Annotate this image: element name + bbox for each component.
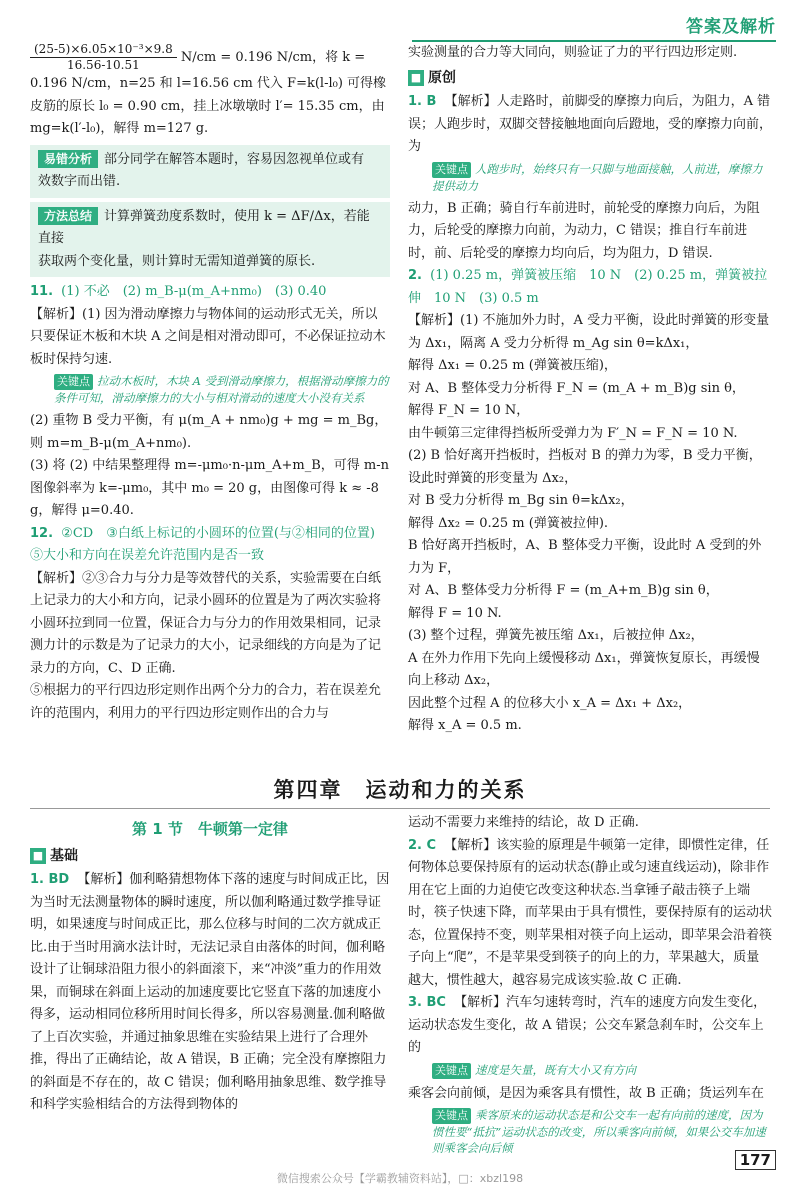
question-number: 1. B: [408, 94, 437, 109]
question-number: 2. C: [408, 837, 437, 853]
q1-explanation: 【解析】人走路时，前脚受的摩擦力向后，为阻力，A 错误；人跑步时，双脚交替接触地面向后蹬地，受的摩擦力向前，为: [408, 94, 773, 154]
q2-bottom-block: [408, 835, 772, 993]
q11-explanation: (2) 重物 B 受力平衡，有 μ(m_A + nm₀)g + mg = m_Bg，则 m=m_B-μ(m_A+nm₀).: [30, 413, 388, 451]
calc-line-rest: N/cm = 0.196 N/cm，将 k =: [180, 50, 366, 65]
text-line: 0.196 N/cm，n=25 和 l=16.56 cm 代入 F=k(l-l₀) 可得橡: [30, 76, 387, 91]
calc-line: [30, 42, 390, 73]
q2-explanation-line: (2) B 恰好离开挡板时，挡板对 B 的弹力为零，B 受力平衡，设此时弹簧的形变量为 Δx₂，: [408, 448, 762, 486]
text-line: 实验测量的合力等大同向，则验证了力的平行四边形定则.: [408, 45, 738, 60]
error-analysis-box: [30, 145, 390, 198]
question-number: 11.: [30, 284, 54, 299]
q1-block: [408, 91, 772, 159]
section-original: [408, 67, 772, 90]
q1-hint-text: 人跑步时，始终只有一只脚与地面接触，人前进，摩擦力提供动力: [432, 161, 763, 193]
q2-explanation-line: 【解析】(1) 不施加外力时，A 受力平衡，设此时弹簧的形变量为 Δx₁，隔离 A 受力分析得 m_Ag sin θ=kΔx₁，: [408, 313, 770, 351]
q3-hint-text: 乘客原来的运动状态是和公交车一起有向前的速度，因为惯性要“抵抗”运动状态的改变，所以乘客向前倾，如果公交车加速则乘客会向后倾: [432, 1108, 766, 1155]
q3-key-point-2: [432, 1107, 772, 1156]
right-column-top: [408, 42, 772, 738]
q2-explanation-line: B 恰好离开挡板时，A、B 整体受力平衡，设此时 A 受到的外力为 F，: [408, 538, 762, 576]
key-point-icon: 关键点: [432, 1108, 471, 1124]
q11-explanation: 【解析】(1) 因为滑动摩擦力与物体间的运动形式无关，所以只要保证木板和木块 A 之间是相对滑动即可，不必保证拉动木板时保持匀速.: [30, 306, 386, 367]
error-analysis-text: 效数字而出错.: [38, 174, 121, 189]
q3-hint-text: 速度是矢量，既有大小又有方向: [475, 1062, 636, 1077]
section-title: 第 1 节 牛顿第一定律: [132, 820, 288, 838]
key-point-icon: 关键点: [432, 162, 471, 178]
q2-explanation: [408, 310, 772, 738]
question-number: 12.: [30, 525, 54, 541]
q12-explanation: 【解析】②③合力与分力是等效替代的关系，实验需要在白纸上记录力的大小和方向，记录小圆环的位置是为了两次实验将小圆环拉到同一位置，保证合力与分力的作用效果相同，记录测力计的示数是为了记录力的大小，记录细线的方向是为了记录力的方向，C、D 正确.: [30, 570, 382, 676]
q1-explanation: 【解析】伽利略猜想物体下落的速度与时间成正比，因为当时无法测量物体的瞬时速度，所以伽利略通过数学推导证明，如果速度与时间成正比，那么位移与时间的二次方就成正比.由于当时用滴水法计时，无法记录自由落体的时间，伽利略设计了让铜球沿阻力很小的斜面滚下，来“冲淡”重力的作用效果，而铜球在斜面上运动的加速度要比它竖直下落的加速度小得多，运动相同位移所用时间长得多，所以容易测量.伽利略做了上百次实验，并通过抽象思维在实验结果上进行了合理外推，得出了正确结论，故 A 错误，B 正确；完全没有摩擦阻力的斜面是不存在的，故 C 错误；伽利略用抽象思维、数学推导和科学实验相结合的方法得到物体的: [30, 872, 390, 1112]
method-summary-tag: 方法总结: [38, 207, 98, 225]
fraction-numerator: (25-5)×6.05×10⁻³×9.8: [30, 42, 177, 58]
q2-explanation: 【解析】该实验的原理是牛顿第一定律，即惯性定律，任何物体总要保持原有的运动状态(静止或匀速直线运动)，除非作用在它上面的力迫使它改变这种状态.当拿锤子敲击筷子上端时，筷子快速下降，而苹果由于具有惯性，要保持原有的运动状态，位置保持不变，则苹果相对筷子向上运动，即苹果会沿着筷子向上“爬”，不是苹果受到筷子的向上的力，苹果越大，质量越大，惯性越大，越容易完成该实验.故 C 正确.: [408, 837, 773, 988]
footer-watermark: 微信搜索公众号【学霸教辅资料站】，□：xbzl198: [276, 1172, 524, 1185]
page-number: 177: [735, 1150, 776, 1170]
q3-explanation: 乘客会向前倾，是因为乘客具有惯性，故 B 正确；货运列车在: [408, 1085, 764, 1101]
q11-explanation: (3) 将 (2) 中结果整理得 m=-μm₀·n-μm_A+m_B，可得 m-n 图像斜率为 k=-μm₀，其中 m₀ = 20 g，由图像可得 k ≈ -8 g，解得 μ=0.40.: [30, 458, 390, 518]
fraction: [30, 42, 177, 73]
q3-bottom-block: [408, 992, 772, 1060]
q1-key-point: [432, 161, 772, 194]
q2-explanation-line: A 在外力作用下先向上缓慢移动 Δx₁，弹簧恢复原长，再缓慢向上移动 Δx₂，: [408, 650, 760, 688]
right-column-bottom: [408, 812, 772, 1160]
question-number: 2.: [408, 268, 422, 283]
key-point-icon: 关键点: [432, 1063, 471, 1079]
chapter-rule: [30, 808, 770, 809]
left-column-top: [30, 42, 390, 725]
q11-answer-line: [30, 281, 390, 304]
q2-explanation-line: 解得 F_N = 10 N，: [408, 403, 530, 418]
q2-explanation-line: 解得 F = 10 N.: [408, 605, 502, 621]
q2-explanation-line: (3) 整个过程，弹簧先被压缩 Δx₁，后被拉伸 Δx₂，: [408, 628, 704, 643]
header-title: 答案及解析: [686, 17, 776, 37]
section-basic: [30, 845, 390, 868]
q1-explanation: 动力，B 正确；骑自行车前进时，前轮受的摩擦力向后，为阻力，后轮受的摩擦力向前，为动力，C 错误；推自行车前进时，前、后轮受的摩擦力均向后，均为阻力，D 错误.: [408, 200, 760, 261]
text-line: mg=k(l′-l₀)，解得 m=127 g.: [30, 121, 209, 136]
question-number: 3. BC: [408, 995, 446, 1010]
error-analysis-tag: 易错分析: [38, 150, 98, 168]
q1-bottom-block: [30, 869, 390, 1117]
section-icon: ■: [408, 70, 424, 86]
q11-key-point: [54, 373, 390, 406]
method-summary-text: 获取两个变化量，则计算时无需知道弹簧的原长.: [38, 253, 316, 269]
q2-explanation-line: 解得 x_A = 0.5 m.: [408, 718, 522, 733]
q2-explanation-line: 解得 Δx₁ = 0.25 m (弹簧被压缩)，: [408, 358, 617, 373]
q2-explanation-line: 因此整个过程 A 的位移大小 x_A = Δx₁ + Δx₂，: [408, 695, 692, 711]
chapter-title: 第四章 运动和力的关系: [273, 778, 527, 802]
text-line: 运动不需要力来维持的结论，故 D 正确.: [408, 815, 639, 830]
error-analysis-text: 部分同学在解答本题时，容易因忽视单位或有: [104, 151, 365, 167]
q11-hint-text: 拉动木板时，木块 A 受到滑动摩擦力，根据滑动摩擦力的条件可知，滑动摩擦力的大小与相对滑动的速度大小没有关系: [54, 374, 389, 405]
method-summary-text: 计算弹簧劲度系数时，使用 k = ΔF/Δx，若能直接: [38, 208, 370, 246]
section-icon: ■: [30, 848, 46, 864]
q12-answer: ②CD ③白纸上标记的小圆环的位置(与②相同的位置) ⑤大小和方向在误差允许范围内是否一致: [30, 525, 389, 563]
q2-answer: (1) 0.25 m，弹簧被压缩 10 N (2) 0.25 m，弹簧被拉伸 10 N (3) 0.5 m: [408, 268, 768, 306]
method-summary-box: [30, 202, 390, 278]
q2-explanation-line: 由牛顿第三定律得挡板所受弹力为 F′_N = F_N = 10 N.: [408, 425, 738, 441]
key-point-icon: 关键点: [54, 374, 93, 390]
q2-explanation-line: 对 A、B 整体受力分析得 F_N = (m_A + m_B)g sin θ，: [408, 380, 745, 396]
q3-explanation: 【解析】汽车匀速转弯时，汽车的速度方向发生变化，运动状态发生变化，故 A 错误；公交车紧急刹车时，公交车上的: [408, 995, 767, 1055]
q2-explanation-line: 对 B 受力分析得 m_Bg sin θ=kΔx₂，: [408, 493, 634, 508]
q2-explanation-line: 对 A、B 整体受力分析得 F = (m_A+m_B)g sin θ，: [408, 583, 719, 598]
question-number: 1. BD: [30, 872, 70, 887]
section-label: 基础: [50, 847, 78, 864]
fraction-denominator: 16.56-10.51: [66, 58, 140, 72]
section-label: 原创: [428, 69, 456, 86]
q3-key-point: [432, 1062, 772, 1079]
text-line: 皮筋的原长 l₀ = 0.90 cm，挂上冰墩墩时 l′= 15.35 cm，由: [30, 98, 385, 114]
q12-answer-line: [30, 523, 390, 568]
q2-answer-line: [408, 265, 772, 310]
q11-answer: (1) 不必 (2) m_B-μ(m_A+nm₀) (3) 0.40: [61, 284, 327, 299]
q12-explanation: ⑤根据力的平行四边形定则作出两个分力的合力，若在误差允许的范围内，利用力的平行四边形定则作出的合力与: [30, 683, 382, 721]
q2-explanation-line: 解得 Δx₂ = 0.25 m (弹簧被拉伸).: [408, 515, 609, 531]
left-column-bottom: [30, 818, 390, 1117]
